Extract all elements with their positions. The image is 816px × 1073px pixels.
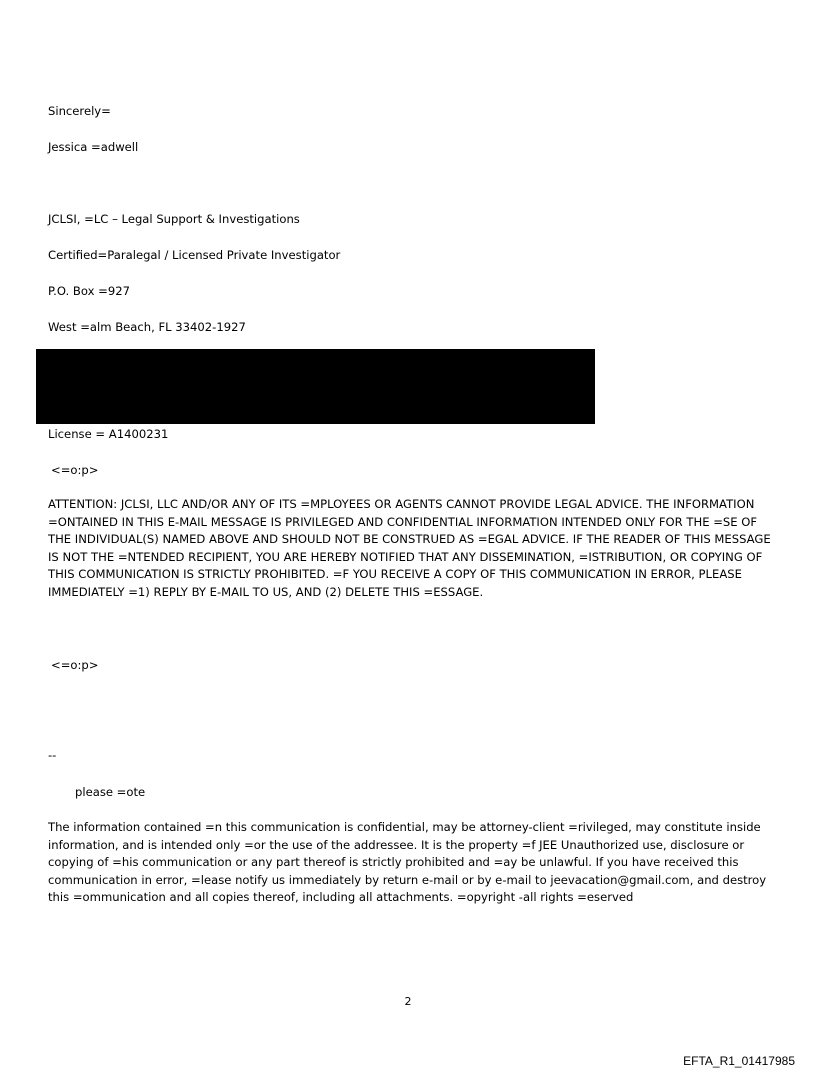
- city-state-zip: West =alm Beach, FL 33402-1927: [48, 320, 246, 334]
- redaction-block: [36, 349, 595, 424]
- markup-placeholder: <=o:p>: [51, 658, 99, 672]
- attention-notice: ATTENTION: JCLSI, LLC AND/OR ANY OF ITS =MPLOYEES OR AGENTS CANNOT PROVIDE LEGAL ADVICE. THE INFORMATION =ONTAINED IN THIS E-MAIL MESSAGE IS PRIVILEGED AND CONFIDENTIAL INFORMATION INTENDED ONLY FOR THE =SE OF THE INDIVIDUAL(S) NAMED ABOVE AND SHOULD NOT BE CONSTRUED AS =EGAL ADVICE. IF THE READER OF THIS MESSAGE IS NOT THE =NTENDED RECIPIENT, YOU ARE HEREBY NOTIFIED THAT ANY DISSEMINATION, =ISTRIBUTION, OR COPYING OF THIS COMMUNICATION IS STRICTLY PROHIBITED. =F YOU RECEIVE A COPY OF THIS COMMUNICATION IN ERROR, PLEASE IMMEDIATELY =1) REPLY BY E-MAIL TO US, AND (2) DELETE THIS =ESSAGE.: [48, 497, 771, 599]
- closing-line: Sincerely=: [48, 104, 111, 118]
- po-box: P.O. Box =927: [48, 284, 130, 298]
- separator: --: [48, 748, 57, 762]
- please-note: please =ote: [75, 785, 146, 799]
- signer-title: Certified=Paralegal / Licensed Private Investigator: [48, 248, 341, 262]
- license-number: License = A1400231: [48, 427, 169, 441]
- company-name: JCLSI, =LC – Legal Support & Investigations: [48, 212, 300, 226]
- confidentiality-notice: The information contained =n this communication is confidential, may be attorney-client =rivileged, may constitute inside information, and is intended only =or the use of the addressee. It is the property =f JEE Unauthorized use, disclosure or copying of =his communication or any part thereof is strictly prohibited and =ay be unlawful. If you have received this communication in error, =lease notify us immediately by return e-mail or by e-mail to jeevacation@gmail.com, and destroy this =ommunication and all copies thereof, including all attachments. =opyright -all rights =eserved: [48, 820, 767, 904]
- bates-number: EFTA_R1_01417985: [683, 1054, 795, 1068]
- page-number: 2: [404, 995, 412, 1008]
- signer-name: Jessica =adwell: [48, 140, 139, 154]
- markup-placeholder: <=o:p>: [51, 463, 99, 477]
